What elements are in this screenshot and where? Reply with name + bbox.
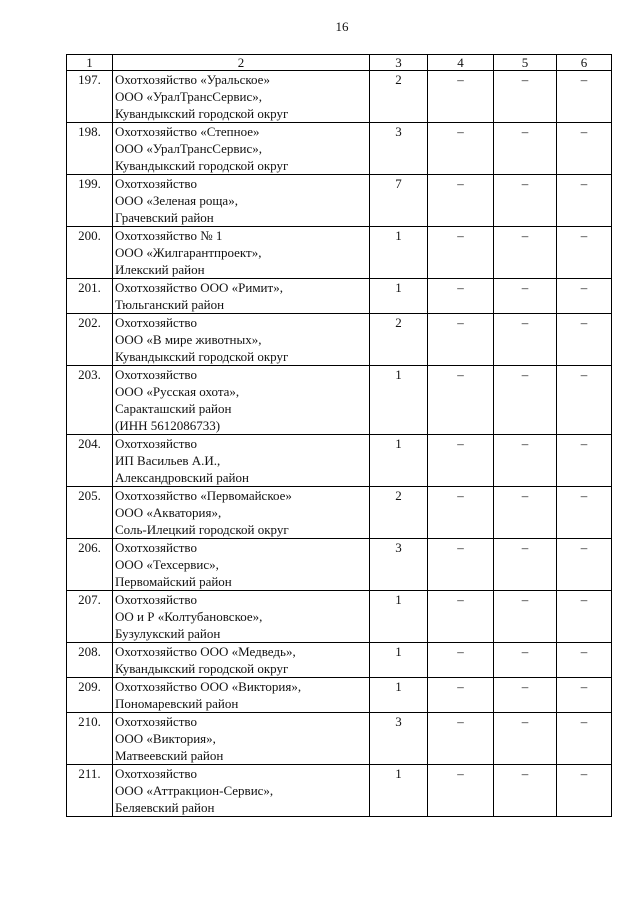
col5-value: – — [494, 539, 557, 591]
col6-value: – — [557, 71, 612, 123]
col5-value: – — [494, 227, 557, 279]
col3-value: 2 — [370, 314, 428, 366]
col4-value: – — [428, 591, 494, 643]
column-header: 1 — [67, 55, 113, 71]
col6-value: – — [557, 591, 612, 643]
name-line: (ИНН 5612086733) — [115, 418, 221, 433]
name-line: Охотхозяйство ООО «Виктория», — [115, 679, 302, 694]
name-line: ООО «Жилгарантпроект», — [115, 245, 262, 260]
col4-value: – — [428, 678, 494, 713]
col6-value: – — [557, 539, 612, 591]
hunting-ground-name — [113, 678, 370, 713]
col4-value: – — [428, 366, 494, 435]
hunting-ground-name — [113, 71, 370, 123]
col6-value: – — [557, 765, 612, 817]
col6-value: – — [557, 123, 612, 175]
row-number: 209. — [67, 678, 113, 713]
row-number: 205. — [67, 487, 113, 539]
name-line: Охотхозяйство — [115, 176, 197, 191]
hunting-ground-name — [113, 366, 370, 435]
col5-value: – — [494, 678, 557, 713]
col4-value: – — [428, 539, 494, 591]
col3-value: 3 — [370, 713, 428, 765]
hunting-ground-name — [113, 175, 370, 227]
name-line: ООО «Зеленая роща», — [115, 193, 238, 208]
table-row — [67, 227, 612, 279]
col3-value: 1 — [370, 366, 428, 435]
table-row — [67, 175, 612, 227]
col4-value: – — [428, 279, 494, 314]
col4-value: – — [428, 435, 494, 487]
name-line: Александровский район — [115, 470, 249, 485]
name-line: Бузулукский район — [115, 626, 221, 641]
hunting-ground-name — [113, 123, 370, 175]
table-row — [67, 591, 612, 643]
row-number: 198. — [67, 123, 113, 175]
name-line: Охотхозяйство — [115, 592, 197, 607]
row-number: 200. — [67, 227, 113, 279]
table-header-row — [67, 55, 612, 71]
col4-value: – — [428, 487, 494, 539]
name-line: Охотхозяйство «Уральское» — [115, 72, 270, 87]
name-line: ОО и Р «Колтубановское», — [115, 609, 263, 624]
col5-value: – — [494, 366, 557, 435]
col5-value: – — [494, 643, 557, 678]
name-line: Охотхозяйство — [115, 714, 197, 729]
col4-value: – — [428, 123, 494, 175]
name-line: Пономаревский район — [115, 696, 239, 711]
hunting-ground-name — [113, 227, 370, 279]
name-line: Охотхозяйство «Первомайское» — [115, 488, 292, 503]
col5-value: – — [494, 435, 557, 487]
name-line: Илекский район — [115, 262, 205, 277]
table-row — [67, 314, 612, 366]
table-row — [67, 366, 612, 435]
table-row — [67, 487, 612, 539]
col5-value: – — [494, 175, 557, 227]
row-number: 206. — [67, 539, 113, 591]
name-line: Охотхозяйство ООО «Римит», — [115, 280, 283, 295]
name-line: ООО «Аттракцион-Сервис», — [115, 783, 274, 798]
row-number: 211. — [67, 765, 113, 817]
hunting-grounds-table — [66, 54, 612, 817]
col5-value: – — [494, 123, 557, 175]
name-line: Кувандыкский городской округ — [115, 349, 289, 364]
col4-value: – — [428, 643, 494, 678]
hunting-ground-name — [113, 643, 370, 678]
name-line: Кувандыкский городской округ — [115, 661, 289, 676]
name-line: Охотхозяйство — [115, 540, 197, 555]
col3-value: 3 — [370, 539, 428, 591]
name-line: Кувандыкский городской округ — [115, 158, 289, 173]
col6-value: – — [557, 643, 612, 678]
col4-value: – — [428, 765, 494, 817]
table-row — [67, 539, 612, 591]
col3-value: 2 — [370, 487, 428, 539]
row-number: 210. — [67, 713, 113, 765]
col3-value: 2 — [370, 71, 428, 123]
name-line: Охотхозяйство — [115, 436, 197, 451]
table-row — [67, 678, 612, 713]
row-number: 203. — [67, 366, 113, 435]
name-line: Охотхозяйство ООО «Медведь», — [115, 644, 296, 659]
name-line: Охотхозяйство № 1 — [115, 228, 223, 243]
name-line: ООО «В мире животных», — [115, 332, 262, 347]
name-line: Матвеевский район — [115, 748, 224, 763]
col6-value: – — [557, 678, 612, 713]
col6-value: – — [557, 227, 612, 279]
hunting-ground-name — [113, 591, 370, 643]
name-line: Саракташский район — [115, 401, 232, 416]
name-line: ООО «УралТрансСервис», — [115, 89, 263, 104]
col6-value: – — [557, 314, 612, 366]
name-line: ООО «Виктория», — [115, 731, 216, 746]
table-row — [67, 123, 612, 175]
col4-value: – — [428, 71, 494, 123]
col5-value: – — [494, 487, 557, 539]
hunting-ground-name — [113, 539, 370, 591]
col5-value: – — [494, 279, 557, 314]
name-line: ООО «Акватория», — [115, 505, 222, 520]
row-number: 202. — [67, 314, 113, 366]
name-line: Соль-Илецкий городской округ — [115, 522, 289, 537]
col6-value: – — [557, 487, 612, 539]
column-header: 6 — [557, 55, 612, 71]
name-line: Грачевский район — [115, 210, 214, 225]
name-line: ООО «УралТрансСервис», — [115, 141, 263, 156]
column-header: 3 — [370, 55, 428, 71]
row-number: 208. — [67, 643, 113, 678]
col6-value: – — [557, 279, 612, 314]
hunting-ground-name — [113, 279, 370, 314]
col4-value: – — [428, 227, 494, 279]
col3-value: 1 — [370, 227, 428, 279]
col3-value: 3 — [370, 123, 428, 175]
col3-value: 7 — [370, 175, 428, 227]
col5-value: – — [494, 71, 557, 123]
row-number: 197. — [67, 71, 113, 123]
col6-value: – — [557, 435, 612, 487]
hunting-ground-name — [113, 314, 370, 366]
row-number: 201. — [67, 279, 113, 314]
col3-value: 1 — [370, 678, 428, 713]
col3-value: 1 — [370, 435, 428, 487]
hunting-ground-name — [113, 765, 370, 817]
name-line: Охотхозяйство — [115, 315, 197, 330]
col3-value: 1 — [370, 591, 428, 643]
col3-value: 1 — [370, 643, 428, 678]
name-line: ООО «Техсервис», — [115, 557, 219, 572]
col6-value: – — [557, 175, 612, 227]
name-line: Первомайский район — [115, 574, 232, 589]
row-number: 199. — [67, 175, 113, 227]
col4-value: – — [428, 713, 494, 765]
table-row — [67, 643, 612, 678]
table-row — [67, 713, 612, 765]
col3-value: 1 — [370, 279, 428, 314]
table-body — [67, 71, 612, 817]
col3-value: 1 — [370, 765, 428, 817]
name-line: Беляевский район — [115, 800, 215, 815]
page-number: 16 — [335, 19, 349, 34]
name-line: Охотхозяйство «Степное» — [115, 124, 260, 139]
table-row — [67, 71, 612, 123]
col5-value: – — [494, 591, 557, 643]
col4-value: – — [428, 314, 494, 366]
name-line: ООО «Русская охота», — [115, 384, 240, 399]
column-header: 4 — [428, 55, 494, 71]
table-row — [67, 435, 612, 487]
row-number: 207. — [67, 591, 113, 643]
col6-value: – — [557, 366, 612, 435]
name-line: Кувандыкский городской округ — [115, 106, 289, 121]
col4-value: – — [428, 175, 494, 227]
name-line: ИП Васильев А.И., — [115, 453, 221, 468]
col5-value: – — [494, 314, 557, 366]
table-row — [67, 279, 612, 314]
hunting-ground-name — [113, 487, 370, 539]
name-line: Охотхозяйство — [115, 766, 197, 781]
row-number: 204. — [67, 435, 113, 487]
hunting-ground-name — [113, 435, 370, 487]
name-line: Тюльганский район — [115, 297, 225, 312]
col6-value: – — [557, 713, 612, 765]
column-header: 5 — [494, 55, 557, 71]
col5-value: – — [494, 765, 557, 817]
col5-value: – — [494, 713, 557, 765]
hunting-ground-name — [113, 713, 370, 765]
table-row — [67, 765, 612, 817]
column-header: 2 — [113, 55, 370, 71]
name-line: Охотхозяйство — [115, 367, 197, 382]
